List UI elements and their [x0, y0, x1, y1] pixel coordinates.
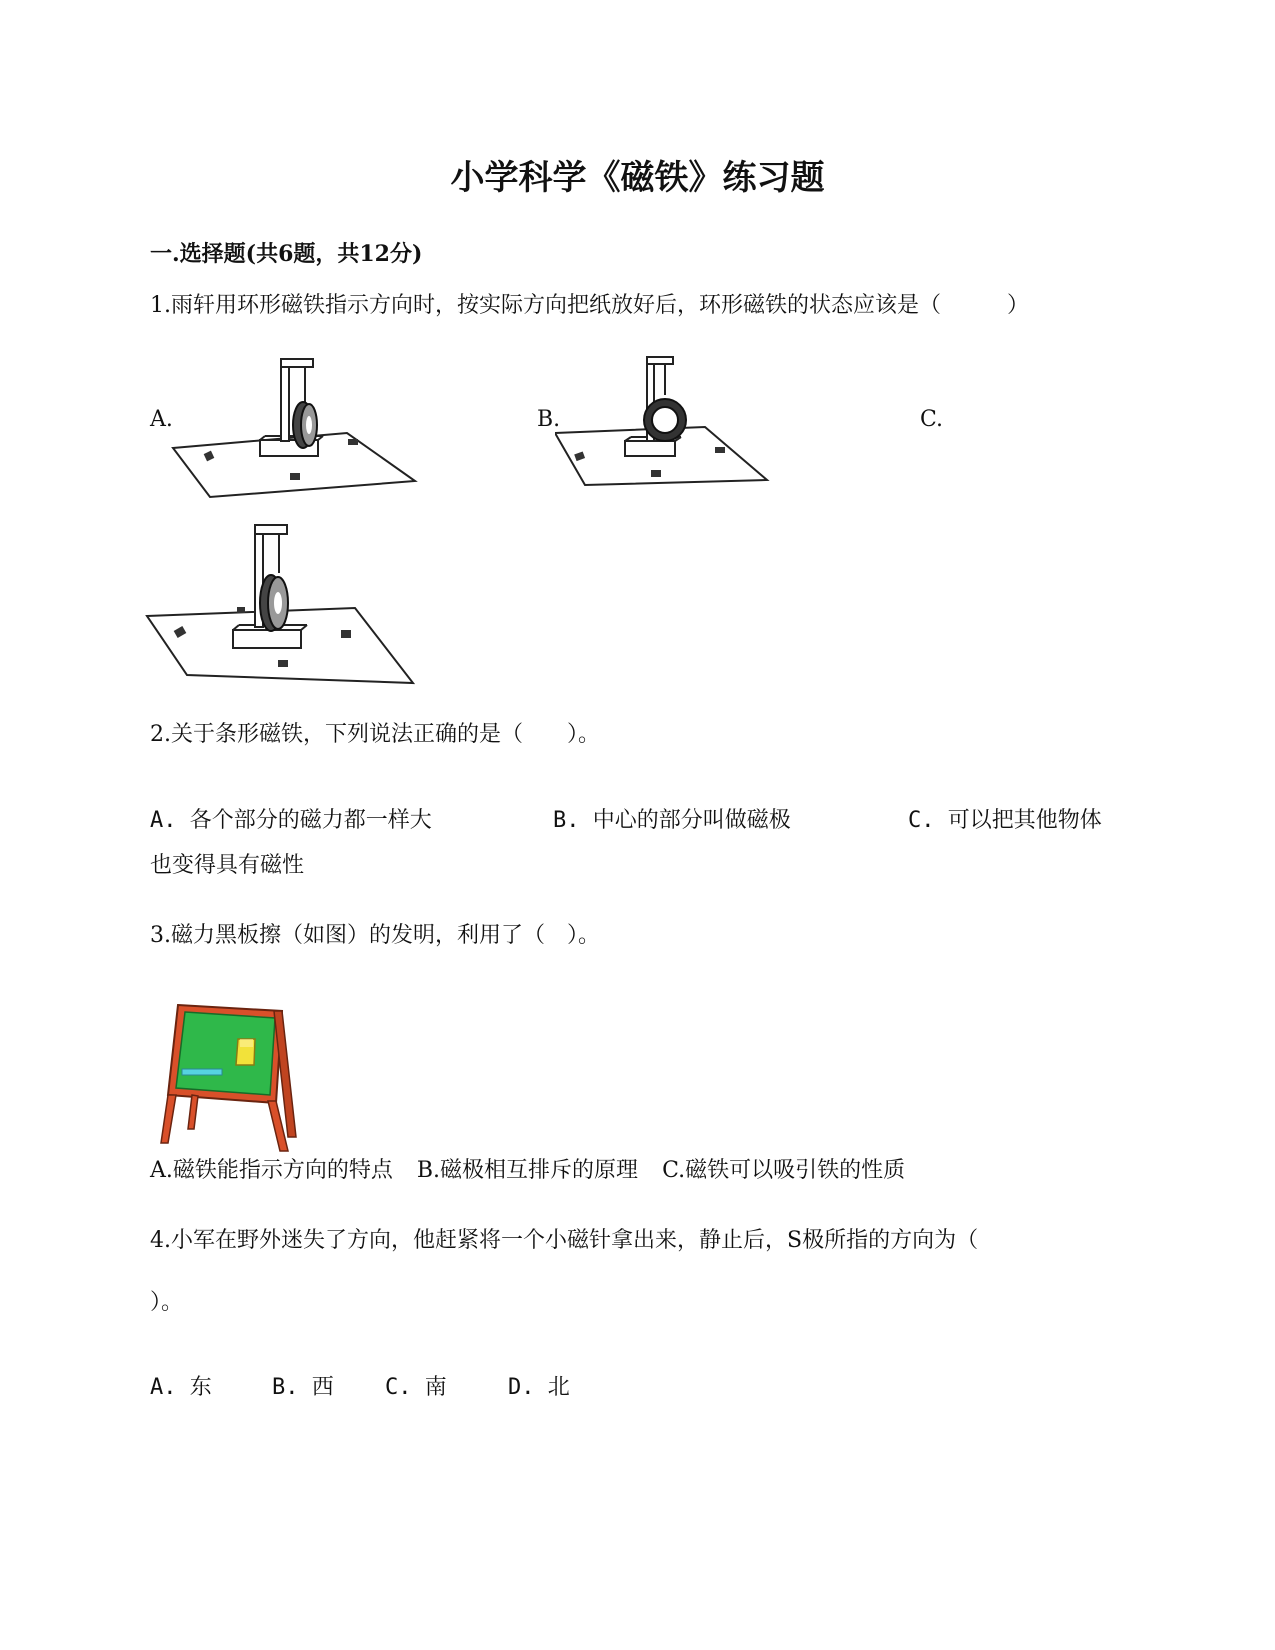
q1-figure-b-ring-magnet — [555, 355, 780, 495]
q1-option-a-label: A. — [150, 407, 173, 432]
question-3-stem: 3.磁力黑板擦（如图）的发明，利用了（ ）。 — [150, 923, 600, 948]
q1-option-b-label: B. — [537, 407, 561, 432]
q4-option-d: D. 北 — [508, 1375, 570, 1400]
q1-figure-c-ring-magnet — [145, 523, 420, 688]
question-2-stem: 2.关于条形磁铁，下列说法正确的是（ ）。 — [150, 722, 600, 747]
q3-figure-magnetic-blackboard — [158, 1003, 303, 1153]
question-4-stem-continuation: ）。 — [150, 1290, 184, 1315]
q3-option-b: B.磁极相互排斥的原理 — [416, 1158, 639, 1183]
q1-figure-a-ring-magnet — [165, 355, 425, 505]
q2-option-c: C. 可以把其他物体 — [908, 808, 1102, 833]
q3-options — [150, 1153, 905, 1184]
question-4-stem: 4.小军在野外迷失了方向，他赶紧将一个小磁针拿出来，静止后，S极所指的方向为（ — [150, 1228, 979, 1253]
q2-option-c-continuation: 也变得具有磁性 — [150, 853, 305, 878]
q2-option-a: A. 各个部分的磁力都一样大 — [150, 808, 432, 833]
page-title: 小学科学《磁铁》练习题 — [450, 158, 825, 198]
q1-option-c-label: C. — [920, 407, 944, 432]
section-heading: 一.选择题(共6题，共12分) — [150, 241, 423, 267]
question-1-stem: 1.雨轩用环形磁铁指示方向时，按实际方向把纸放好后，环形磁铁的状态应该是（ ） — [150, 293, 1029, 318]
q4-option-a: A. 东 — [150, 1375, 212, 1400]
q3-option-a: A.磁铁能指示方向的特点 — [150, 1158, 393, 1183]
q3-option-c: C.磁铁可以吸引铁的性质 — [662, 1158, 906, 1183]
q4-option-c: C. 南 — [385, 1375, 447, 1400]
q4-option-b: B. 西 — [272, 1375, 334, 1400]
q2-option-b: B. 中心的部分叫做磁极 — [553, 808, 791, 833]
